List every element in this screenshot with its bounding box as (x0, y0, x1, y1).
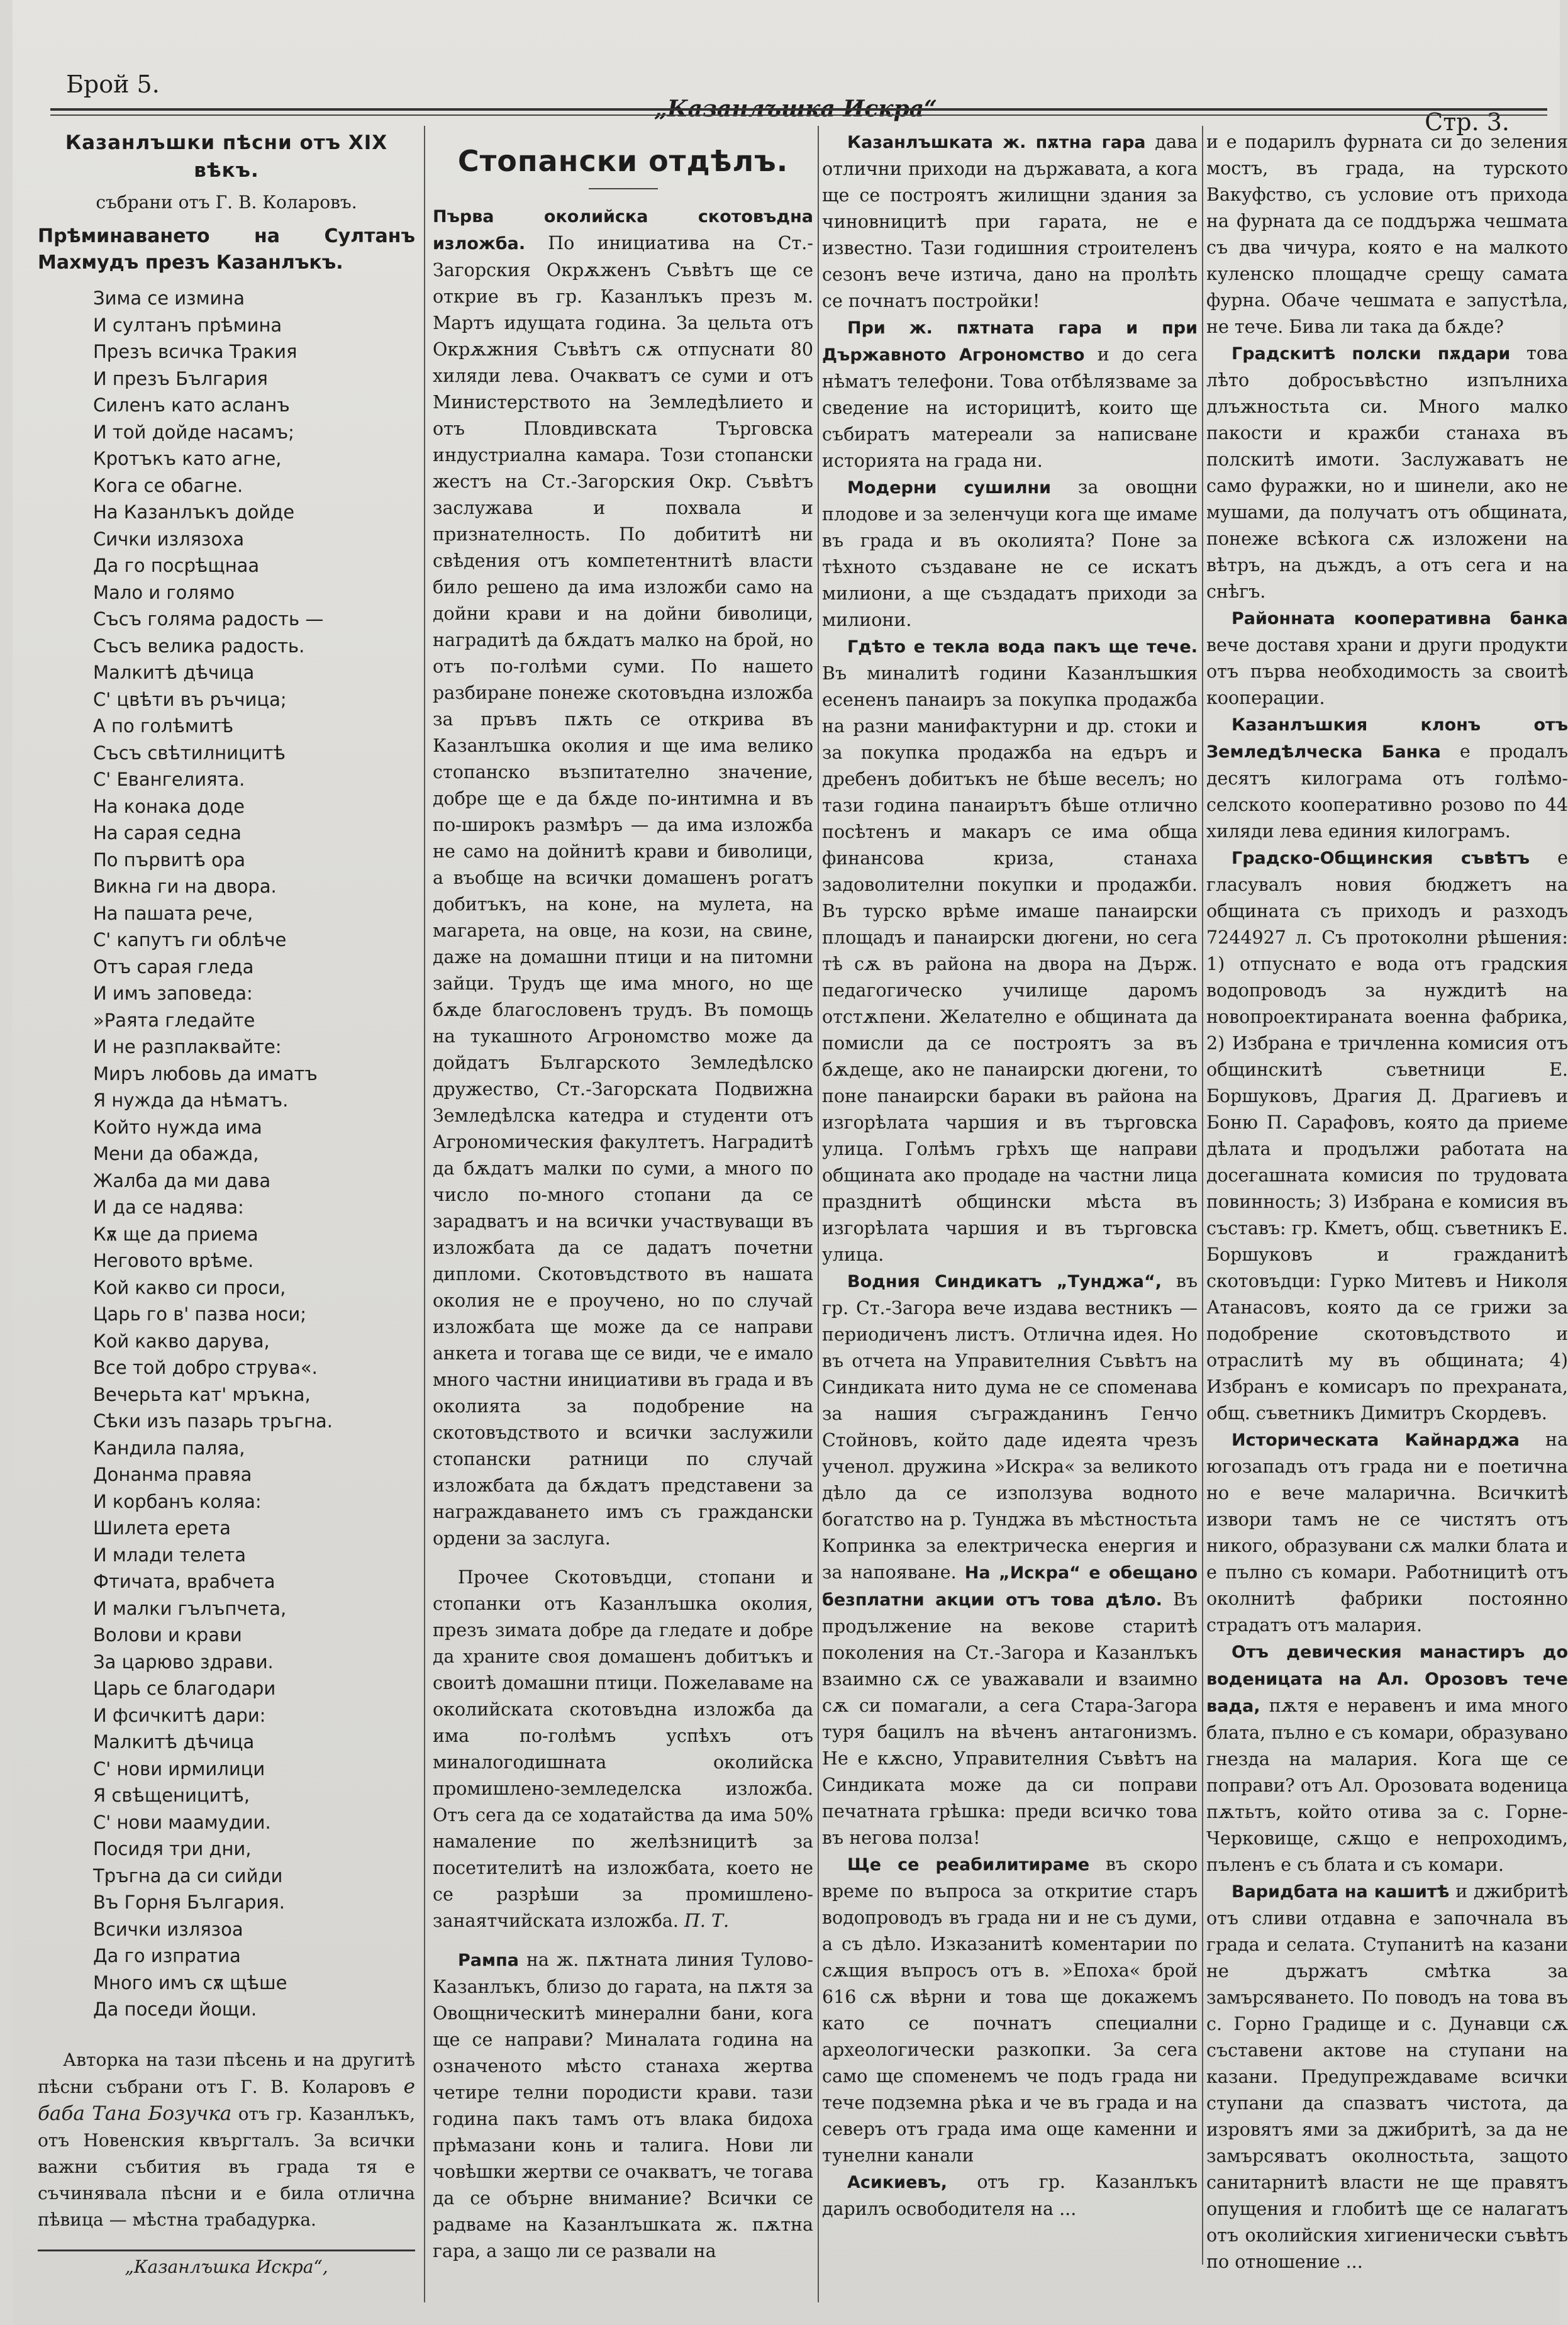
article-heading: Асикиевъ, (847, 2173, 948, 2192)
article-ramp (433, 1947, 813, 2265)
verse-line: Презъ всичка Тракия (93, 341, 297, 362)
article-emphasis: На „Искра“ е обещано безплатни акции отъ това дѣло. (822, 1563, 1198, 1610)
article-text: за овощни плодове и за зеленчуци кога ще имаме въ града и въ околията? Поне за тѣхното създаване не се искатъ милиони, а ще създадатъ приходи за милиони. (822, 477, 1198, 630)
verse-line: Много имъ сѫ щѣше (93, 1971, 287, 1993)
verse-line: А по голѣмитѣ (93, 715, 234, 737)
article-brandy-distilling (1206, 1878, 1568, 2275)
verse-line: Кѫ ще да приема (93, 1223, 259, 1245)
verse-line: На конака доде (93, 795, 245, 817)
verse-line: Кой какво си проси, (93, 1276, 286, 1298)
verse-line: С' цвѣти въ ръчица; (93, 688, 287, 710)
verse-line: Да поседи йощи. (93, 1999, 257, 2020)
author-note (38, 2047, 415, 2233)
article-text: и е подарилъ фурната си до зеления мостъ, въ града, на турското Вакуфство, съ условие отъ прихода на фурната да се поддържа чешмата съ два чичура, която е на малкото куленско площадче срещу самата фурна. Обаче чешмата е запустѣла, не тече. Бива ли така да бѫде? (1206, 131, 1568, 337)
verse-line: Все той добро струва«. (93, 1357, 318, 1378)
article-railway-station (822, 129, 1198, 315)
article-text: По инициатива на Ст.-Загорския Окрѫженъ Съвѣтъ ще се открие въ гр. Казанлъкъ презъ м. Мартъ идущата година. За цельта отъ Окрѫжния Съвѣтъ сѫ отпуснати 80 хиляди лева. Очакватъ се суми и отъ Министерството на Земледѣлието и отъ Пловдивската Търговска индустриална камара. Този стопански жестъ на Ст.-Загорския Окр. Съвѣтъ заслужава и похвала и признателность. По добититѣ ни свѣдения отъ компетентнитѣ власти било решено да има изложби само на дойни крави и на дойни биволици, наградитѣ да бѫдатъ малко на брой, но отъ по-голѣми суми. По нашето разбиране понеже скотовъдна изложба за пръвъ пѫть се открива въ Казанлъшка околия и ще има велико стопанско възпитателно значение, добре ще е да бѫде по-интимна и въ по-широкъ размѣръ — да има изложба не само на дойнитѣ крави и биволици, а въобще на всички домашенъ рогатъ добитъкъ, на коне, на мулета, на магарета, на овце, на кози, на свине, даже на домашни птици и на питомни зайци. Трудъ ще има много, но ще бѫде благословенъ трудъ. Въ помощь на тукашното Агрономство може да дойдатъ Българското Земледѣлско дружество, Ст.-Загорската Подвижна Земледѣлска катедра и студенти отъ Агрономическия факултетъ. Наградитѣ да бѫдатъ малки по суми, а много по число по-много стопани да се зарадватъ и на всички участвуващи въ изложбата да се дадатъ почетни дипломи. Скотовъдството въ нашата околия не е проучено, но по случай изложбата ще може да се направи анкета и тогава ще се види, че е имало много частни инициативи въ града и въ околията за подобрение на скотовъдството и всички заслужили стопански ратници по случай изложбата да бѫдатъ представени за награждаването имъ съ граждански ордени за заслуга. (433, 233, 813, 1549)
verse-line: Кротъкъ като агне, (93, 448, 282, 469)
article-heading: Историческата Кайнарджа (1232, 1430, 1520, 1450)
verse-line: Въ Горня България. (93, 1892, 285, 1913)
verse-line: И фсичкитѣ дари: (93, 1704, 266, 1726)
issue-number: Брой 5. (66, 70, 160, 98)
paper-title: „Казанлъшка Искра“ (654, 96, 937, 122)
article-heading: Казанлъшкия клонъ отъ Земледѣлческа Банка (1206, 715, 1568, 762)
article-text: на ж. пѫтната линия Тулово-Казанлъкъ, близо до гарата, на пѫтя за Овощническитѣ минерални бани, кога ще се направи? Миналата година на означеното мѣсто станаха жертва четире телни породисти крави. тази година пакъ тамъ отъ влака бидоха прѣмазани конь и талига. Нови ли човѣшки жертви се очакватъ, че тогава да се обърне внимание? Всички се радваме на Казанлъшката ж. пѫтна гара, а защо ли се развали на (433, 1949, 814, 2261)
article-water-channel (1206, 1639, 1568, 1878)
article-text: това лѣто добросъвѣстно изпълниха длъжностьта си. Много малко пакости и кражби станаха въ полскитѣ имоти. Заслужаватъ не само фуражки, но и шинели, ако не мушами, да получатъ отъ общината, понеже всѣкога сѫ изложени на вѣтръ, на дъждъ, а отъ сега и на снѣгъ. (1206, 343, 1568, 602)
article-heading: Водния Синдикатъ „Тунджа“, (847, 1272, 1162, 1291)
verse-line: Малкитѣ дѣчица (93, 1731, 255, 1753)
verse-line: Съсъ голяма радость — (93, 608, 324, 630)
column-news-4 (1206, 129, 1568, 2287)
article-heading: Отъ девическия манастиръ до воденицата на Ал. Орозовъ тече вада, (1206, 1642, 1568, 1716)
note-text: отъ гр. Казанлъкъ, отъ Новенския квъргталъ. За всички важни събития въ града тя е съчинявала пѣсни и е била отлична пѣвица — мѣстна трабадурка. (38, 2103, 416, 2230)
article-heading: Казанлъшката ж. пѫтна гара (847, 133, 1146, 152)
column-divider (1202, 126, 1203, 2265)
article-heading: При ж. пѫтната гара и при Държавното Агрономство (822, 318, 1198, 365)
column-news-3 (822, 129, 1198, 2287)
verse-line: Я нужда да нѣматъ. (93, 1090, 289, 1111)
verse-line: И малки гълъпчета, (93, 1597, 287, 1619)
verse-line: И не разплаквайте: (93, 1036, 282, 1057)
verse-line: Да го посрѣщнаа (93, 555, 260, 576)
article-signature: П. Т. (684, 1910, 730, 1931)
verse-line: »Раята гледайте (93, 1009, 255, 1031)
verse-line: Съсъ свѣтилницитѣ (93, 742, 286, 764)
article-appeal (433, 1564, 813, 1934)
verse-line: С' капутъ ги облѣче (93, 929, 287, 951)
article-text: е продалъ десятъ килограма отъ голѣмо-селското кооперативно розово по 44 хиляди лева единия килограмъ. (1206, 741, 1568, 842)
column-economic-section (433, 129, 813, 2287)
verse-line: И султанъ прѣмина (93, 314, 282, 336)
article-title: Казанлъшки пѣсни отъ XIX вѣкъ. (65, 131, 388, 182)
title-rule (589, 188, 658, 189)
verse-line: Кандила паляа, (93, 1437, 245, 1459)
section-title: Стопански отдѣлъ. (457, 144, 789, 178)
article-text: въ скоро време по въпроса за откритие старъ водопроводъ въ града ни и не съ думи, а съ дѣло. Изказанитѣ коментарии по сѫщия въпросъ отъ в. »Епоха« брой 616 сѫ вѣрни и това ще докажемъ като се почнатъ специални археологически разкопки. За сега само ще споменемъ че подъ града ни тече подземна рѣка и че въ града и на северъ отъ града има още каменни и тунелни канали (822, 1854, 1198, 2166)
page-number: Стр. 3. (1425, 108, 1510, 136)
verse-line: Жалба да ми дава (93, 1169, 271, 1191)
article-text: на югозападъ отъ града ни е поетична но е вече маларична. Всичкитѣ извори тамъ не се чистятъ отъ никого, образувани сѫ малки блата и е пълно съ комари. Работницитѣ отъ околнитѣ фабрики постоянно страдатъ отъ малария. (1206, 1429, 1568, 1636)
verse-line: Да го изпратиа (93, 1945, 241, 1966)
note-text: Авторка на тази пѣсень и на другитѣ пѣсни събрани отъ Г. В. Коларовъ (38, 2049, 415, 2097)
song-title: Прѣминаването на Султанъ Махмудъ презъ Казанлъкъ. (38, 225, 415, 274)
column-divider (818, 126, 819, 2302)
verse-line: Миръ любовь да иматъ (93, 1062, 318, 1084)
verse-line: И презъ България (93, 367, 268, 389)
article-text: Прочее Скотовъдци, стопани и стопанки отъ Казанлъшка околия, презъ зимата добре да гледате и добре да храните своя домашенъ добитъкъ и своитѣ домашни птици. Пожелаваме на околийската скотовъдна изложба да има по-голѣмъ успѣхъ отъ миналогодишната околийска промишлено-земледелска изложба. Отъ сега да се ходатайства да има 50% намаление по желѣзницитѣ за посетителитѣ на изложбата, което не се разрѣши за промишлено-занаятчийската изложба. (433, 1567, 813, 1931)
verse-line: Фтичата, врабчета (93, 1571, 275, 1592)
verse-line: Сички излязоха (93, 528, 245, 550)
column-end-rule (38, 2250, 415, 2251)
verse-line: Посидя три дни, (93, 1838, 252, 1859)
verse-line: С' нови ирмилици (93, 1758, 265, 1780)
verse-line: За царюво здрави. (93, 1651, 274, 1673)
article-text: пѫтя е неравенъ и има много блата, пълно е съ комари, образувано гнезда на малария. Кога ще се поправи? отъ Ал. Орозовата воденица пѫтьтъ, който отива за с. Горне-Черковище, сѫщо е непроходимъ, пъленъ е съ блата и съ комари. (1206, 1695, 1568, 1875)
verse-line: Кой какво дарува, (93, 1330, 270, 1352)
article-heading: Рампа (458, 1951, 519, 1970)
article-heading: Градскитѣ полски пѫдари (1232, 344, 1511, 364)
verse-line: Донанма правяа (93, 1464, 252, 1485)
verse-line: Силенъ като асланъ (93, 394, 290, 416)
verse-line: Малкитѣ дѣчица (93, 662, 255, 683)
newspaper-page (13, 0, 1568, 2325)
article-livestock-exhibition (433, 203, 813, 1552)
verse-line: И имъ заповеда: (93, 983, 253, 1004)
verse-line: Сѣки изъ пазарь тръгна. (93, 1410, 333, 1432)
header-rule-thin (50, 114, 1547, 116)
article-text: отъ гр. Казанлъкъ дарилъ освободителя на ... (822, 2172, 1198, 2219)
article-fair (822, 633, 1198, 1268)
verse-line: Царь го в' пазва носи; (93, 1303, 306, 1325)
article-water-syndicate (822, 1268, 1198, 1851)
verse-line: Мало и голямо (93, 581, 235, 603)
article-text: и до сега нѣматъ телефони. Това отбѣлязваме за сведение на историцитѣ, които ще събиратъ матереали за написване историята на града ни. (822, 344, 1198, 471)
verse-line: Неговото врѣме. (93, 1250, 254, 1271)
article-byline: събрани отъ Г. В. Коларовъ. (96, 192, 357, 213)
verse-line: С' Евангелията. (93, 769, 245, 790)
article-dryers (822, 474, 1198, 633)
masthead (50, 63, 1541, 136)
article-heading: Модерни сушилни (847, 478, 1052, 498)
column-divider (424, 126, 425, 2302)
verse-line: Викна ги на двора. (93, 876, 277, 897)
verse-line: Съсъ велика радость. (93, 635, 305, 657)
verse-line: Кога се обагне. (93, 474, 243, 496)
article-fountain (1206, 129, 1568, 340)
header-rule (50, 108, 1547, 111)
verse-line: На сарая седна (93, 822, 242, 844)
verse-line: Който нужда има (93, 1116, 262, 1138)
song-verses (93, 285, 415, 2023)
verse-line: Всички излязоа (93, 1918, 243, 1940)
article-heading: Градско-Общинския съвѣтъ (1232, 849, 1530, 868)
verse-line: И той дойде насамъ; (93, 421, 294, 443)
article-text: Въ продължение на векове старитѣ поколения на Ст.-Загора и Казанлъкъ взаимно сѫ се уважавали и взаимно сѫ си помагали, а сега Стара-Загора туря бацилъ на вѣченъ антагонизмъ. Не е кѫсно, Управителния Съвѣтъ на Синдиката може да си поправи печатната грѣшка: преди всичко това въ негова полза! (822, 1589, 1198, 1848)
article-agrarian-bank (1206, 711, 1568, 845)
article-heading: Районната кооперативна банка (1232, 609, 1568, 628)
article-text: и джибритѣ отъ сливи отдавна е започнала въ града и селата. Ступанитѣ на казани не държатъ смѣтка за замърсяването. По поводъ на това въ с. Горно Градище и с. Дунавци сѫ съставени актове на ступани на казани. Предупреждаваме всички ступани да спазватъ чистота, да изровятъ ями за джибритѣ, за да не замърсяватъ околностьта, защото санитарнитѣ власти не ще правятъ опущения и глобитѣ ще се налагатъ отъ околийския хигиенически съвѣтъ по отношение ... (1206, 1881, 1568, 2272)
article-text: вече доставя храни и други продукти отъ първа необходимость за своитѣ кооперации. (1206, 635, 1568, 708)
article-kaynardzha (1206, 1427, 1568, 1639)
verse-line: Зима се измина (93, 287, 245, 309)
article-heading: Варидбата на кашитѣ (1232, 1882, 1450, 1902)
verse-line: На Казанлъкъ дойде (93, 501, 295, 523)
verse-line: По първитѣ ора (93, 849, 246, 871)
article-telephones (822, 315, 1198, 474)
article-heading: Първа околийска скотовъдна изложба. (433, 207, 813, 254)
article-field-guards (1206, 340, 1568, 605)
article-municipal-council (1206, 845, 1568, 1427)
verse-line: И да се надява: (93, 1196, 244, 1218)
article-cooperative-bank (1206, 605, 1568, 711)
verse-line: И млади телета (93, 1544, 246, 1566)
verse-line: Шилета ерета (93, 1517, 231, 1539)
article-text: дава отлични приходи на държавата, а кога ще се построятъ жилищни здания за чиновницитѣ при гарата, не е известно. Тази годишния строителенъ сезонъ вече изтича, дано на пролѣть се почнатъ постройки! (822, 131, 1198, 311)
verse-line: Отъ сарая гледа (93, 956, 254, 978)
article-rehabilitation (822, 1851, 1198, 2169)
verse-line: На пашата рече, (93, 902, 253, 924)
verse-line: Царь се благодари (93, 1678, 276, 1699)
article-text: е гласувалъ новия бюджетъ на общината съ приходъ и разходъ 7244927 л. Съ протоколни рѣшения: 1) отпуснато е вода отъ градския водопроводъ за нуждитѣ на новопроектираната военна фабрика, 2) Избрана е тричленна комисия отъ общинскитѣ съветници Е. Боршуковъ, Драгия Д. Драгиевъ и Боню П. Сарафовъ, която да приеме дѣлата и продължи работата на досегашната комисия по трудовата повинность; 3) Избрана е комисия въ съставъ: гр. Кметъ, общ. съветникъ Е. Боршуковъ и гражданитѣ скотовъдци: Гурко Митевъ и Николя Атанасовъ, която да се грижи за подобрение скотовъдството и отраслитѣ му въ общината; 4) Избранъ е комисаръ по прехраната, общ. съветникъ Димитръ Скордевъ. (1206, 847, 1568, 1424)
footer-paper-name: „Казанлъшка Искра“, (125, 2256, 328, 2277)
verse-line: Я свѣщеницитѣ, (93, 1785, 250, 1806)
article-text: въ гр. Ст.-Загора вече издава вестникъ — периодиченъ листъ. Отлична идея. Но въ отчета на Управителния Съвѣтъ на Синдиката нито дума не се споменава за нашия съгражданинъ Генчо Стойновъ, който даде идеята чрезъ ученол. дружина »Искра« за великото дѣло да се използува водното богатство на р. Тунджа въ мѣстностьта Копринка за електрическа енергия и за напояване. (822, 1271, 1198, 1583)
article-heading: Гдѣто е текла вода пакъ ще тече. (847, 637, 1198, 657)
column-songs (38, 129, 415, 2287)
article-asikiev (822, 2169, 1198, 2222)
verse-line: Мени да обажда, (93, 1143, 259, 1164)
verse-line: Волови и крави (93, 1624, 242, 1646)
article-heading: Ще се реабилитираме (847, 1855, 1090, 1875)
author-name: е баба Тана Бозучка (38, 2075, 415, 2125)
article-text: Въ миналитѣ години Казанлъшкия есененъ панаиръ за покупка продажба на разни манифактурни и др. стоки и за покупка продажба на едъръ и дребенъ добитъкъ не бѣше веселъ; но тази година панаирътъ бѣше отлично посѣтенъ и макаръ се има обща финансова криза, станаха задоволителни покупки и продажби. Въ турско врѣме имаше панаирски площадъ и панаирски дюгени, но сега тѣ сѫ въ района на двора на Държ. педагогическо училище даромъ отстѫпени. Желателно е общината да помисли да се построятъ за въ бѫдеще, ако не панаирски дюгени, то поне панаирски бараки въ района на изгорѣлата чаршия и въ търговска улица. Голѣмъ грѣхъ ще направи общината ако продаде на частни лица празднитѣ общински мѣста въ изгорѣлата чаршия и въ търговска улица. (822, 663, 1198, 1265)
verse-line: И корбанъ коляа: (93, 1490, 262, 1512)
verse-line: С' нови маамудии. (93, 1811, 271, 1833)
verse-line: Тръгна да си сийди (93, 1865, 283, 1887)
verse-line: Вечерьта кат' мръкна, (93, 1383, 311, 1405)
